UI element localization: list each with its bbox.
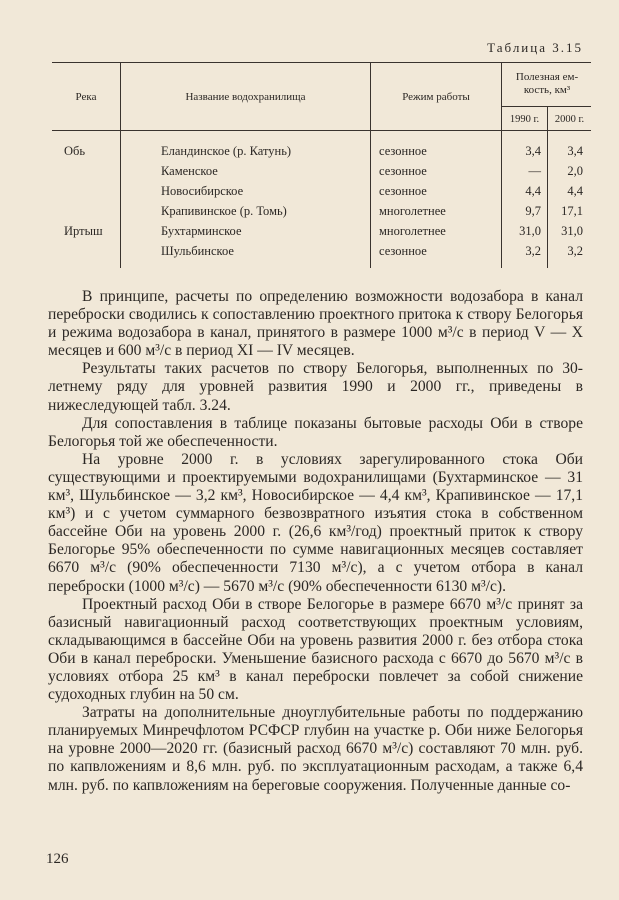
table-cell-1990: 9,7 xyxy=(525,204,541,218)
table-cell-name: Каменское xyxy=(161,164,218,178)
table-cell-mode: многолетнее xyxy=(379,204,446,218)
paragraph: Затраты на дополнительные дноуглубительные работы по поддержанию планируемых Минречфлотом РСФСР глубин на участке р. Оби ниже Белогорья на уровне 2000—2020 гг. (базисный расход 6670 м³/с) составляют 70 млн. руб. по капвложениям и 8,6 млн. руб. по эксплуатационным расходам, а также 6,4 млн. руб. по капвложениям на береговые сооружения. Полученные данные со- xyxy=(48,704,583,794)
table-cell-name: Новосибирское xyxy=(161,184,244,198)
header-mode: Режим работы xyxy=(402,91,470,103)
table-cell-2000: 4,4 xyxy=(567,184,583,198)
body-text xyxy=(48,288,583,795)
table-top-rule xyxy=(52,62,591,63)
paragraph: Результаты таких расчетов по створу Белогорья, выполненных по 30-летнему ряду для уровней развития 1990 и 2000 гг., приведены в нижеследующей табл. 3.24. xyxy=(48,360,583,414)
page-number: 126 xyxy=(46,851,69,867)
table-header-rule xyxy=(52,130,591,131)
table-cell-name: Бухтарминское xyxy=(161,224,242,238)
paragraph: Проектный расход Оби в створе Белогорье в размере 6670 м³/с принят за базисный навигационный расход соответствующих проектным условиям, складывающимся в бассейне Оби на уровень развития 2000 г. без отбора стока Оби в канал переброски. Уменьшение базисного расхода с 6670 до 5670 м³/с в условиях отбора 25 км³ в канал переброски повлечет за собой снижение судоходных глубин на 50 см. xyxy=(48,595,583,704)
paragraph: На уровне 2000 г. в условиях зарегулированного стока Оби существующими и проектируемыми водохранилищами (Бухтарминское — 31 км³, Шульбинское — 3,2 км³, Новосибирское — 4,4 км³, Крапивинское — 17,1 км³) и с учетом суммарного безвозвратного изъятия стока в собственном бассейне Оби на уровень 2000 г. (26,6 км³/год) проектный приток к створу Белогорье 95% обеспеченности по сумме навигационных месяцев составляет 6670 м³/с (90% обеспеченности 7130 м³/с), а с учетом отбора в канал переброски (1000 м³/с) — 5670 м³/с (90% обеспеченности 6130 м³/с). xyxy=(48,450,583,595)
header-capacity: Полезная ем-кость, км³ xyxy=(515,71,579,96)
table-cell-1990: 4,4 xyxy=(525,184,541,198)
table-cell-1990: 3,4 xyxy=(525,144,541,158)
header-river: Река xyxy=(75,91,97,103)
table-cell-name: Еландинское (р. Катунь) xyxy=(161,144,292,158)
table-cell-1990: 3,2 xyxy=(525,244,541,258)
header-year-1990: 1990 г. xyxy=(509,114,540,125)
table-cell-2000: 3,4 xyxy=(567,144,583,158)
table-cell-name: Шульбинское xyxy=(161,244,234,258)
paragraph: Для сопоставления в таблице показаны бытовые расходы Оби в створе Белогорья той же обеспеченности. xyxy=(48,414,583,450)
table-cell-2000: 31,0 xyxy=(561,224,583,238)
table-cell-river: Обь xyxy=(64,144,86,158)
table-caption: Таблица 3.15 xyxy=(487,40,583,55)
table-cell-mode: многолетнее xyxy=(379,224,446,238)
table-cell-2000: 2,0 xyxy=(567,164,583,178)
header-year-2000: 2000 г. xyxy=(554,114,585,125)
table-cell-1990: — xyxy=(528,164,541,178)
table-cell-name: Крапивинское (р. Томь) xyxy=(161,204,287,218)
table-cell-1990: 31,0 xyxy=(519,224,541,238)
header-reservoir: Название водохранилища xyxy=(185,91,306,103)
table-cell-mode: сезонное xyxy=(379,164,427,178)
table-cell-mode: сезонное xyxy=(379,244,427,258)
table-cell-mode: сезонное xyxy=(379,184,427,198)
capacity-subheader-rule xyxy=(501,106,591,107)
table-cell-river: Иртыш xyxy=(64,224,103,238)
table-cell-mode: сезонное xyxy=(379,144,427,158)
table-cell-2000: 17,1 xyxy=(561,204,583,218)
table-cell-2000: 3,2 xyxy=(567,244,583,258)
paragraph: В принципе, расчеты по определению возможности водозабора в канал переброски сводились к сопоставлению проектного притока к створу Белогорья и режима водозабора в канал, принятого в размере 1000 м³/с в период V — X месяцев и 600 м³/с в период XI — IV месяцев. xyxy=(48,288,583,360)
